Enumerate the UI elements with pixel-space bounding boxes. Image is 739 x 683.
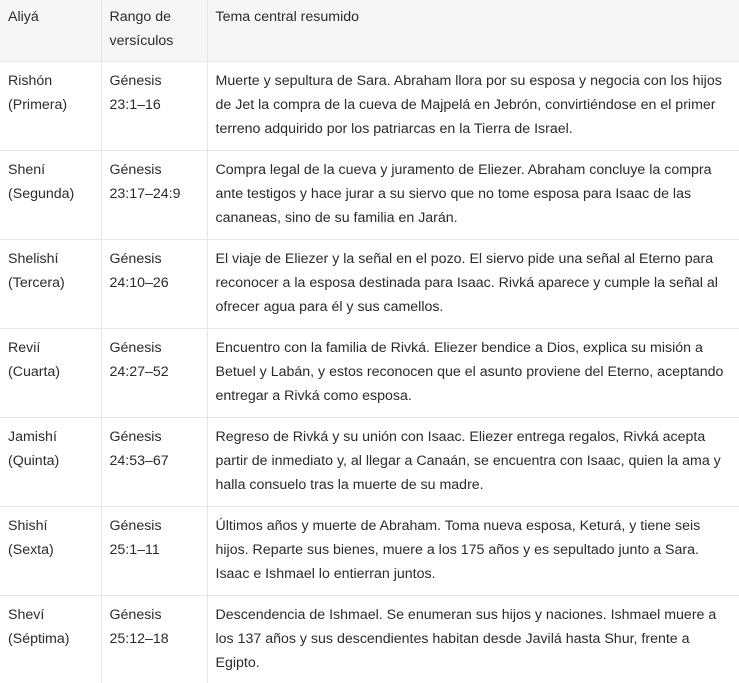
cell-range: Génesis 25:1–11: [101, 507, 207, 596]
cell-theme: Muerte y sepultura de Sara. Abraham llora por su esposa y negocia con los hijos de Jet la compra de la cueva de Majpelá en Jebrón, convirtiéndose en el primer terreno adquirido por los patriarcas en la Tierra de Israel.: [207, 62, 739, 151]
cell-theme: Regreso de Rivká y su unión con Isaac. Eliezer entrega regalos, Rivká acepta partir de inmediato y, al llegar a Canaán, se encuentra con Isaac, quien la ama y halla consuelo tras la muerte de su madre.: [207, 418, 739, 507]
table-row: [0, 418, 739, 507]
cell-aliya: Sheví (Séptima): [0, 596, 101, 683]
table-row: [0, 507, 739, 596]
cell-range: Génesis 24:53–67: [101, 418, 207, 507]
cell-theme: El viaje de Eliezer y la señal en el pozo. El siervo pide una señal al Eterno para reconocer a la esposa destinada para Isaac. Rivká aparece y cumple la señal al ofrecer agua para él y sus camellos.: [207, 240, 739, 329]
cell-aliya: Revií (Cuarta): [0, 329, 101, 418]
cell-range: Génesis 23:1–16: [101, 62, 207, 151]
header-theme: Tema central resumido: [207, 0, 739, 62]
cell-aliya: Rishón (Primera): [0, 62, 101, 151]
cell-range: Génesis 24:10–26: [101, 240, 207, 329]
header-range: Rango de versículos: [101, 0, 207, 62]
header-aliya: Aliyá: [0, 0, 101, 62]
cell-theme: Encuentro con la familia de Rivká. Eliezer bendice a Dios, explica su misión a Betuel y Labán, y estos reconocen que el asunto proviene del Eterno, aceptando entregar a Rivká como esposa.: [207, 329, 739, 418]
cell-theme: Descendencia de Ishmael. Se enumeran sus hijos y naciones. Ishmael muere a los 137 años y sus descendientes habitan desde Javilá hasta Shur, frente a Egipto.: [207, 596, 739, 683]
cell-aliya: Shelishí (Tercera): [0, 240, 101, 329]
cell-range: Génesis 23:17–24:9: [101, 151, 207, 240]
cell-aliya: Shishí (Sexta): [0, 507, 101, 596]
table-header: [0, 0, 739, 62]
cell-aliya: Jamishí (Quinta): [0, 418, 101, 507]
table-row: [0, 151, 739, 240]
table-row: [0, 62, 739, 151]
table-row: [0, 596, 739, 683]
cell-aliya: Shení (Segunda): [0, 151, 101, 240]
cell-range: Génesis 25:12–18: [101, 596, 207, 683]
cell-range: Génesis 24:27–52: [101, 329, 207, 418]
cell-theme: Últimos años y muerte de Abraham. Toma nueva esposa, Keturá, y tiene seis hijos. Reparte sus bienes, muere a los 175 años y es sepultado junto a Sara. Isaac e Ishmael lo entierran juntos.: [207, 507, 739, 596]
cell-theme: Compra legal de la cueva y juramento de Eliezer. Abraham concluye la compra ante testigos y hace jurar a su siervo que no tome esposa para Isaac de las cananeas, sino de su familia en Jarán.: [207, 151, 739, 240]
header-row: [0, 0, 739, 62]
table-row: [0, 240, 739, 329]
table-body: [0, 62, 739, 683]
table-row: [0, 329, 739, 418]
